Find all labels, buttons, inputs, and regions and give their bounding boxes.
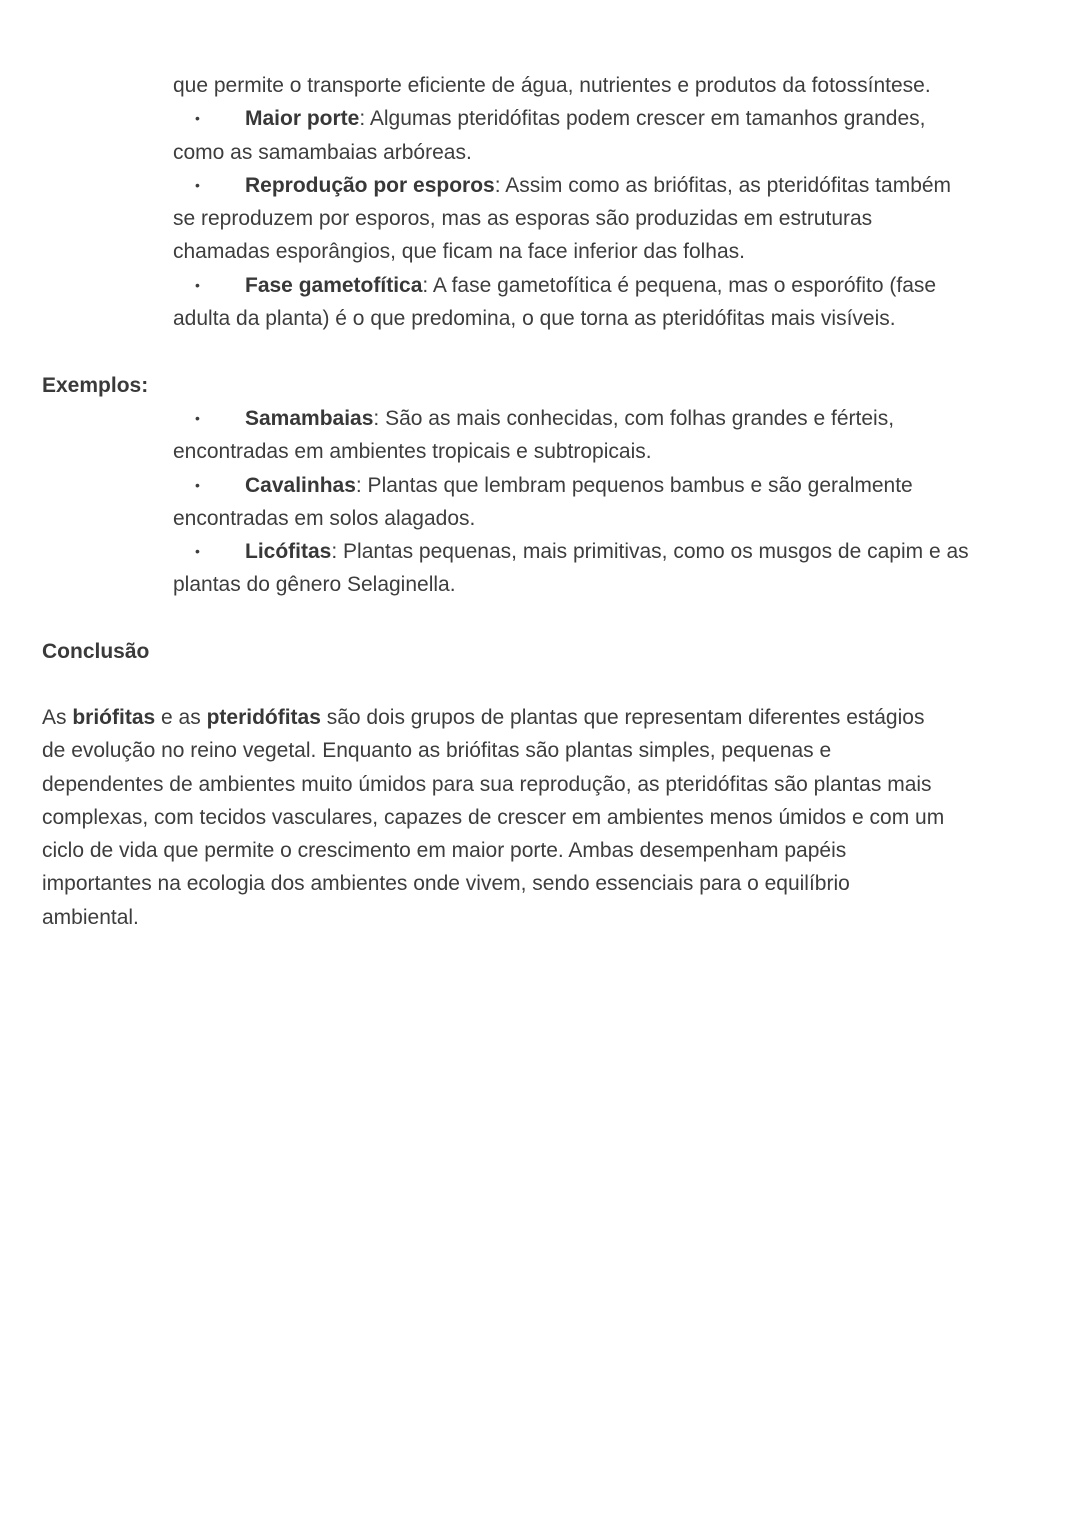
- list-item-term: Cavalinhas: [245, 473, 356, 497]
- list-item-term: Samambaias: [245, 407, 374, 430]
- bullet-icon: •: [195, 543, 200, 560]
- list-item-text: : Plantas que lembram pequenos bambus e são geralmente: [355, 473, 913, 497]
- list-item-term: Maior porte: [245, 107, 360, 131]
- conclusion-paragraph: As briófitas e as pteridófitas são dois grupos de plantas que representam diferentes estágios de evolução no reino vegetal. Enquanto as briófitas são plantas simples, pequenas e dependentes de ambientes muito úmidos para sua reprodução, as pteridófitas são plantas mais complexas, com tecidos vasculares, capazes de crescer em ambientes menos úmidos e com um ciclo de vida que permite o crescimento em maior porte. Ambas desempenham papéis importantes na ecologia dos ambientes onde vivem, sendo essenciais para o equilíbrio ambiental.: [42, 701, 1042, 934]
- list-item-text: : A fase gametofítica é pequena, mas o esporófito (fase: [422, 273, 937, 297]
- list-item-continuation: encontradas em solos alagados.: [173, 506, 476, 530]
- examples-list: [173, 402, 1053, 602]
- emphasis-briofitas: briófitas: [72, 706, 156, 729]
- list-item-text: : Assim como as briófitas, as pteridófitas também: [494, 173, 952, 197]
- list-item: [173, 269, 1053, 302]
- paragraph-line: ciclo de vida que permite o crescimento em maior porte. Ambas desempenham papéis: [42, 839, 847, 863]
- list-item-continuation: encontradas em ambientes tropicais e subtropicais.: [173, 440, 652, 464]
- list-item-text: : São as mais conhecidas, com folhas grandes e férteis,: [373, 407, 895, 430]
- list-item: [173, 535, 1053, 568]
- bullet-icon: •: [195, 410, 200, 426]
- list-item-continuation: adulta da planta) é o que predomina, o que torna as pteridófitas mais visíveis.: [173, 307, 896, 331]
- list-item-continuation: plantas do gênero Selaginella.: [173, 573, 456, 597]
- list-item-text: : Plantas pequenas, mais primitivas, como os musgos de capim e as: [331, 540, 969, 564]
- examples-heading: Exemplos:: [42, 374, 149, 397]
- bullet-icon: •: [195, 276, 200, 293]
- paragraph-line: dependentes de ambientes muito úmidos para sua reprodução, as pteridófitas são plantas mais: [42, 772, 932, 796]
- paragraph-line: de evolução no reino vegetal. Enquanto as briófitas são plantas simples, pequenas e: [42, 739, 832, 763]
- bullet-icon: •: [195, 176, 200, 193]
- bullet-icon: •: [195, 476, 200, 493]
- list-item-continuation: chamadas esporângios, que ficam na face inferior das folhas.: [173, 240, 745, 264]
- list-item: [173, 402, 1053, 435]
- paragraph-line: complexas, com tecidos vasculares, capazes de crescer em ambientes menos úmidos e com um: [42, 805, 945, 829]
- characteristics-list: [173, 69, 1053, 335]
- emphasis-pteridofitas: pteridófitas: [206, 706, 321, 729]
- list-item-term: Fase gametofítica: [245, 273, 423, 297]
- paragraph-line: importantes na ecologia dos ambientes onde vivem, sendo essenciais para o equilíbrio: [42, 872, 850, 896]
- list-item: [173, 102, 1053, 135]
- list-item: [173, 469, 1053, 502]
- list-item-text: : Algumas pteridófitas podem crescer em tamanhos grandes,: [359, 107, 926, 131]
- list-item: [173, 169, 1053, 202]
- bullet-icon: •: [195, 110, 200, 127]
- list-item-continuation: como as samambaias arbóreas.: [173, 140, 472, 164]
- list-item-term: Licófitas: [245, 540, 332, 564]
- conclusion-heading: Conclusão: [42, 640, 150, 663]
- paragraph-line: ambiental.: [42, 905, 139, 929]
- list-item-continuation: se reproduzem por esporos, mas as esporas são produzidas em estruturas: [173, 207, 873, 231]
- list-item-term: Reprodução por esporos: [245, 173, 495, 197]
- list-continuation-text: que permite o transporte eficiente de água, nutrientes e produtos da fotossíntese.: [173, 74, 931, 97]
